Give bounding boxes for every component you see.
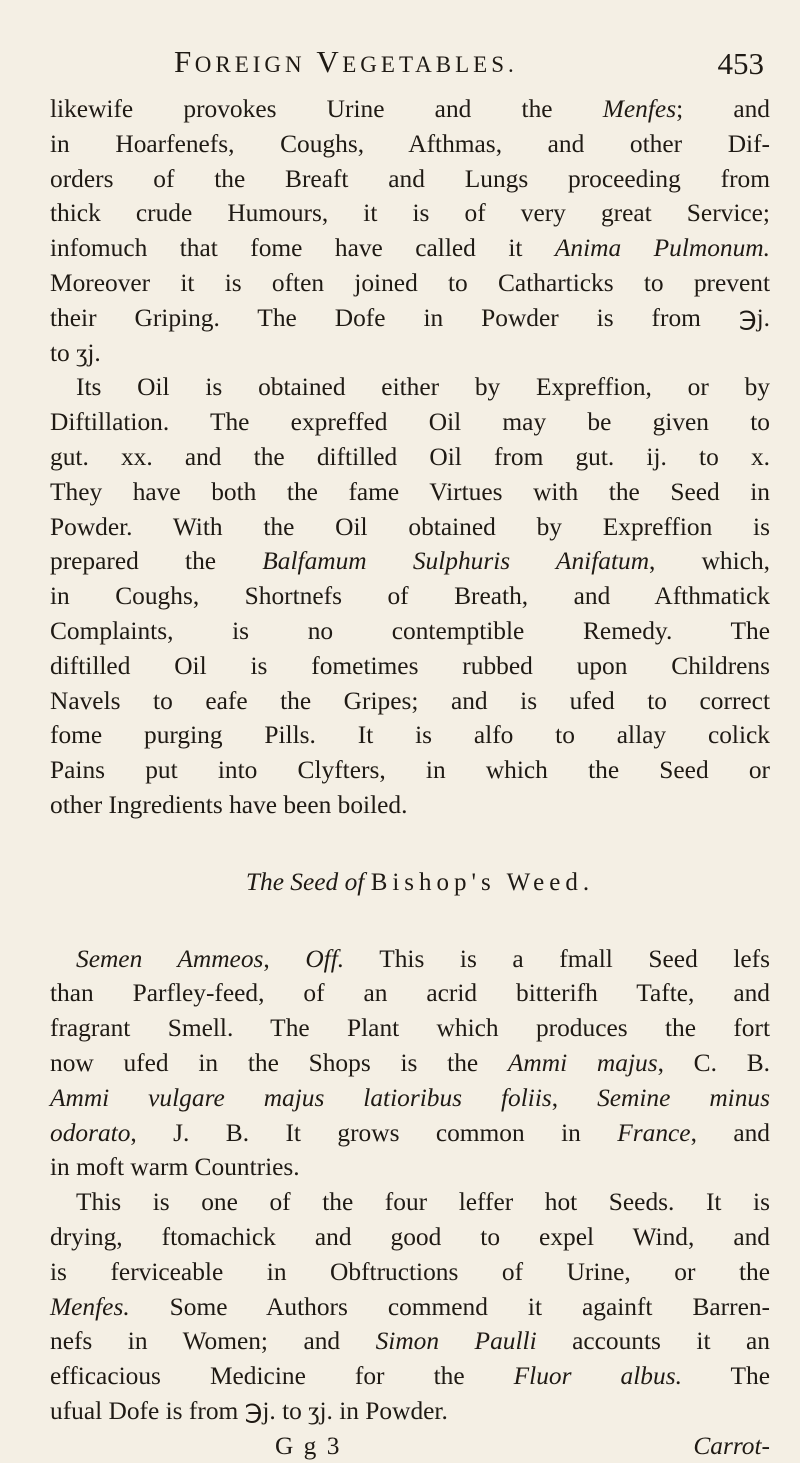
page-number: 453 <box>717 46 764 81</box>
text-line: fragrant Smell. The Plant which produces the fort <box>50 1014 770 1043</box>
paragraph-4 <box>50 1185 770 1429</box>
section-heading: The Seed of Bishop's Weed. <box>245 867 595 896</box>
text-line: They have both the fame Virtues with the Seed in <box>50 477 770 506</box>
running-head-initial-2: V <box>316 44 343 79</box>
catchword: Carrot- <box>693 1431 770 1460</box>
text-line: than Parfley-feed, of an acrid bitterifh Tafte, and <box>50 979 770 1008</box>
text-line: other Ingredients have been boiled. <box>50 790 408 819</box>
text-line: fome purging Pills. It is alfo to allay colick <box>50 721 770 750</box>
spacer <box>50 823 770 865</box>
text-line: their Griping. The Dofe in Powder is from ℈j. <box>50 303 770 332</box>
page-footer <box>50 1429 770 1463</box>
text-line: Ammi vulgare majus latioribus foliis, Semine minus <box>50 1083 770 1112</box>
text-line: Diftillation. The expreffed Oil may be given to <box>50 408 770 437</box>
running-head-initial: F <box>174 44 195 79</box>
text-line: is ferviceable in Obftructions of Urine, or the <box>50 1257 770 1286</box>
text-line: ufual Dofe is from ℈j. to ʒj. in Powder. <box>50 1396 448 1425</box>
spacer <box>50 900 770 942</box>
text-line: likewife provokes Urine and the Menfes; and <box>50 95 771 123</box>
body-text <box>50 92 770 1463</box>
text-line: nefs in Women; and Simon Paulli accounts it an <box>50 1327 770 1356</box>
text-line: efficacious Medicine for the Fluor albus. The <box>50 1362 770 1391</box>
text-line: drying, ftomachick and good to expel Wind, and <box>50 1222 770 1251</box>
text-line: diftilled Oil is fometimes rubbed upon Childrens <box>50 651 770 680</box>
text-line: Its Oil is obtained either by Expreffion, or by <box>76 373 770 402</box>
text-line: infomuch that fome have called it Anima Pulmonum. <box>50 234 770 263</box>
paragraph-2 <box>50 370 770 822</box>
text-line: Moreover it is often joined to Catharticks to prevent <box>50 268 770 297</box>
text-line: now ufed in the Shops is the Ammi majus, C. B. <box>50 1048 770 1077</box>
running-head-smallcaps: OREIGN <box>194 52 306 77</box>
text-line: thick crude Humours, it is of very great Service; <box>50 199 770 228</box>
text-line: orders of the Breaft and Lungs proceeding from <box>50 164 770 193</box>
text-line: in moft warm Countries. <box>50 1153 300 1182</box>
text-line: Complaints, is no contemptible Remedy. The <box>50 616 770 645</box>
text-line: This is one of the four leffer hot Seeds. It is <box>76 1188 770 1217</box>
text-line: to ʒj. <box>50 338 101 367</box>
page-header <box>174 42 764 86</box>
text-line: prepared the Balfamum Sulphuris Anifatum, which, <box>50 547 770 576</box>
text-line: in Coughs, Shortnefs of Breath, and Afthmatick <box>50 582 770 611</box>
text-line: Semen Ammeos, Off. This is a fmall Seed lefs <box>76 944 770 973</box>
running-head-smallcaps-2: EGETABLES. <box>342 52 518 77</box>
text-line: odorato, J. B. It grows common in France, and <box>50 1118 770 1147</box>
paragraph-1 <box>50 92 770 370</box>
signature-mark: G g 3 <box>275 1431 342 1460</box>
running-head <box>174 44 518 80</box>
paragraph-3 <box>50 942 770 1186</box>
text-line: Menfes. Some Authors commend it againft Barren- <box>50 1292 770 1321</box>
text-line: Powder. With the Oil obtained by Expreffion is <box>50 512 770 541</box>
text-line: gut. xx. and the diftilled Oil from gut. ij. to x. <box>50 442 770 471</box>
text-line: in Hoarfenefs, Coughs, Afthmas, and other Dif- <box>50 129 770 158</box>
text-line: Pains put into Clyfters, in which the Seed or <box>50 756 770 785</box>
text-line: Navels to eafe the Gripes; and is ufed to correct <box>50 686 770 715</box>
